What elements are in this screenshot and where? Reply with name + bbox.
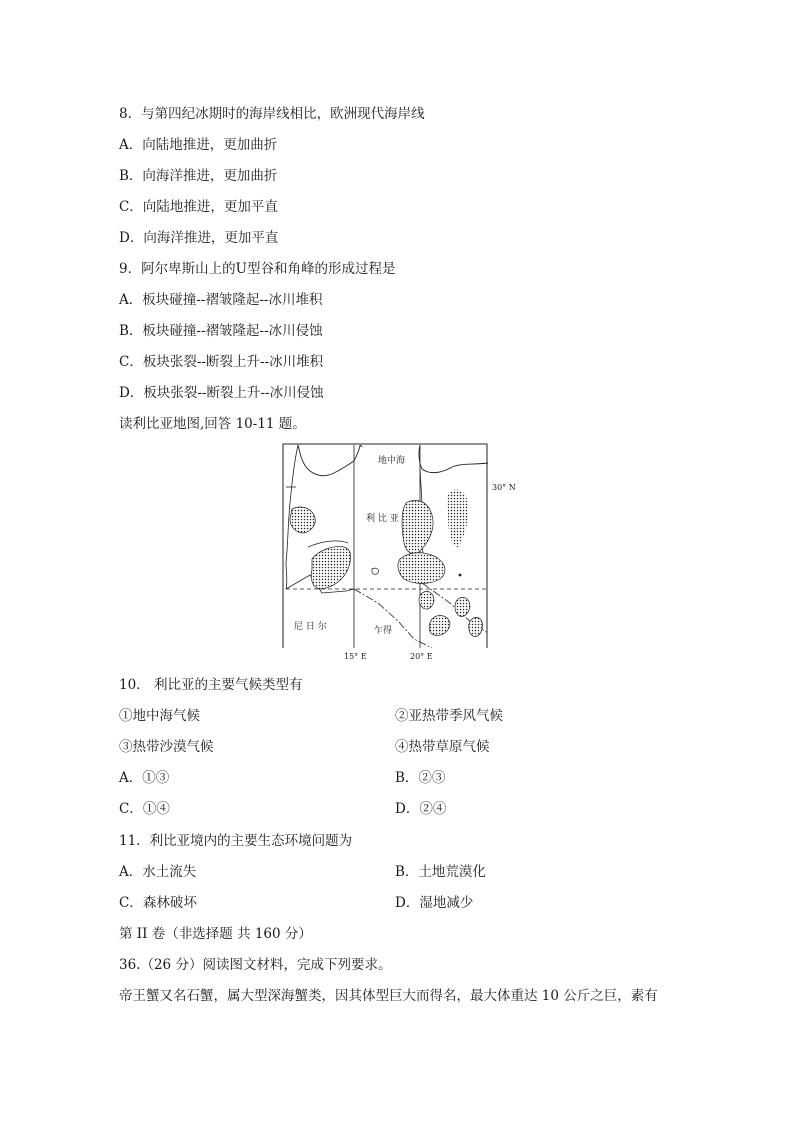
q11-option-d: D．湿地减少: [395, 895, 474, 911]
coastline-east: [419, 445, 488, 473]
q8-stem: 8．与第四纪冰期时的海岸线相比，欧洲现代海岸线: [119, 106, 425, 122]
libya-map: [282, 443, 490, 648]
q10-item-1: ①地中海气候: [119, 708, 200, 724]
label-mediterranean: 地中海: [378, 456, 406, 466]
q10-item-4: ④热带草原气候: [395, 739, 490, 755]
tick-20e: 20° E: [410, 652, 433, 661]
q10-option-d: D．②④: [395, 801, 447, 817]
q10-stem: 10． 利比亚的主要气候类型有: [119, 677, 303, 693]
q36-text: 帝王蟹又名石蟹，属大型深海蟹类，因其体型巨大而得名，最大体重达 10 公斤之巨，素有: [119, 988, 658, 1004]
q11-stem: 11．利比亚境内的主要生态环境问题为: [119, 833, 353, 849]
oasis-dot: [459, 574, 462, 577]
q11-option-c: C．森林破坏: [119, 895, 197, 911]
q10-item-2: ②亚热带季风气候: [395, 708, 503, 724]
q8-option-c: C．向陆地推进，更加平直: [119, 199, 278, 215]
label-chad: 乍得: [374, 626, 393, 636]
sand-patch-south-2: [429, 616, 450, 636]
map-intro: 读利比亚地图,回答 10-11 题。: [119, 416, 306, 432]
q9-option-c: C．板块张裂--断裂上升--冰川堆积: [119, 354, 324, 370]
q8-option-b: B．向海洋推进，更加曲折: [119, 168, 278, 184]
q10-item-3: ③热带沙漠气候: [119, 739, 214, 755]
sand-patch-south-4: [469, 617, 483, 636]
sand-sea-west: [290, 507, 315, 533]
q10-option-b: B．②③: [395, 770, 446, 786]
q8-option-a: A．向陆地推进，更加曲折: [119, 137, 278, 153]
sand-sea-central: [308, 541, 348, 547]
q9-option-b: B．板块碰撞--褶皱隆起--冰川侵蚀: [119, 323, 323, 339]
sand-patch-south-1: [419, 591, 434, 609]
sand-sea-rebiana: [398, 553, 445, 584]
label-niger: 尼 日 尔: [294, 622, 327, 632]
q9-stem: 9．阿尔卑斯山上的U型谷和角峰的形成过程是: [119, 261, 396, 277]
tick-30n: 30° N: [492, 483, 516, 492]
q36-stem: 36.（26 分）阅读图文材料，完成下列要求。: [119, 957, 392, 973]
q9-option-d: D．板块张裂--断裂上升--冰川侵蚀: [119, 385, 324, 401]
sand-sea-calanscio: [402, 500, 433, 554]
q11-option-b: B．土地荒漠化: [395, 864, 486, 880]
q8-option-d: D．向海洋推进，更加平直: [119, 230, 279, 246]
q10-option-c: C．①④: [119, 801, 170, 817]
tick-15e: 15° E: [344, 652, 367, 661]
sand-sea-egypt: [448, 490, 469, 548]
q9-option-a: A．板块碰撞--褶皱隆起--冰川堆积: [119, 292, 323, 308]
coastline-west: [298, 445, 360, 476]
sand-patch-south-3: [455, 597, 470, 616]
label-libya: 利 比 亚: [366, 514, 399, 524]
sand-patch-small: [372, 568, 379, 574]
q11-option-a: A．水土流失: [119, 864, 197, 880]
part-2-heading: 第 II 卷（非选择题 共 160 分）: [119, 926, 312, 942]
sand-sea-fezzan: [311, 547, 350, 589]
q10-option-a: A．①③: [119, 770, 170, 786]
